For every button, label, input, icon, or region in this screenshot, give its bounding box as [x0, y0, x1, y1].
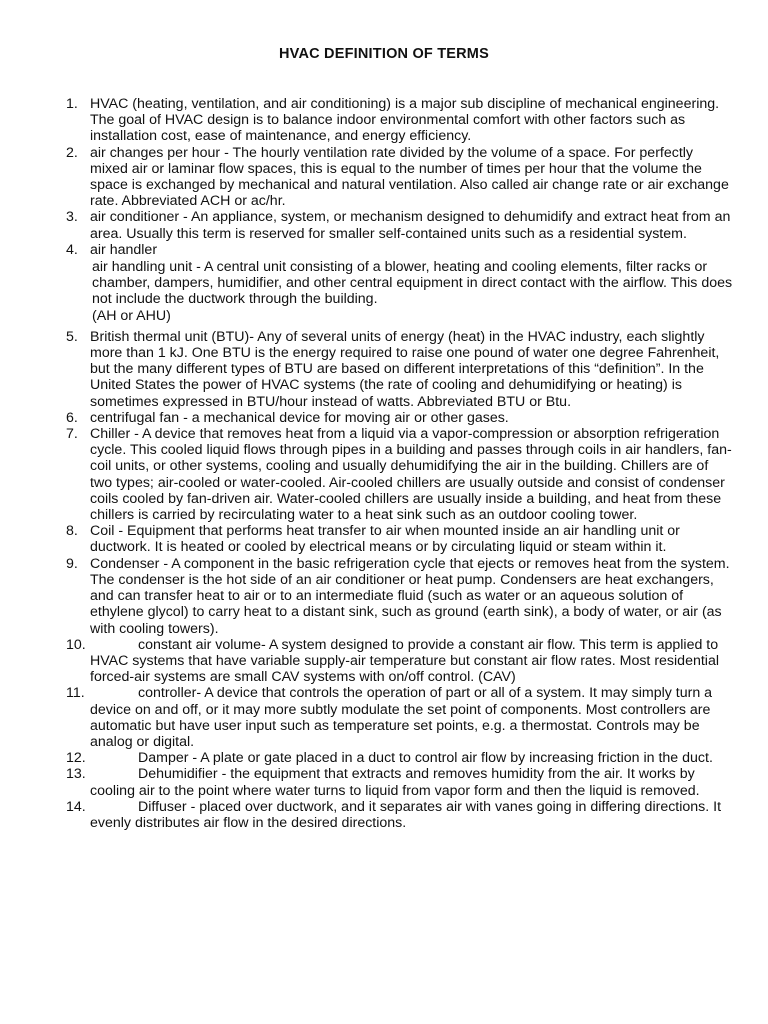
list-item [66, 329, 734, 410]
item-text: Condenser - A component in the basic refrigeration cycle that ejects or removes heat from the system. The condenser is the hot side of an air conditioner or heat pump. Condensers are heat exchangers, and can transfer heat to air or to an intermediate fluid (such as water or an aqueous solution of ethylene glycol) to carry heat to a distant sink, such as ground (earth sink), a body of water, or air (as with cooling towers). [90, 555, 730, 637]
list-item [66, 766, 734, 798]
item-text [90, 685, 734, 750]
list-item [66, 750, 734, 766]
item-text [90, 750, 734, 766]
item-text-content: Damper - A plate or gate placed in a duct to control air flow by increasing friction in the duct. [138, 750, 713, 767]
list-item [66, 96, 734, 145]
list-item [66, 523, 734, 555]
item-text: air conditioner - An appliance, system, or mechanism designed to dehumidify and extract heat from an area. Usually this term is reserved for smaller self-contained units such as a residential system. [90, 209, 731, 242]
item-text-content: controller- A device that controls the operation of part or all of a system. It may simply turn a device on and off, or it may more subtly modulate the set point of components. Most controllers are automatic but have user input such as temperature set points, e.g. a thermostat. Controls may be analog or digital. [90, 685, 713, 750]
page-title: HVAC DEFINITION OF TERMS [279, 46, 489, 62]
item-text [90, 799, 734, 831]
item-number: 3. [66, 209, 78, 226]
item-number: 13. [66, 766, 86, 783]
item-text-content: Diffuser - placed over ductwork, and it separates air with vanes going in differing directions. It evenly distributes air flow in the desired directions. [90, 798, 722, 831]
item-number: 12. [66, 750, 86, 767]
item-text: Coil - Equipment that performs heat transfer to air when mounted inside an air handling unit or ductwork. It is heated or cooled by electrical means or by circulating liquid or steam within it. [90, 523, 680, 556]
item-text [90, 766, 734, 798]
item-text: air handler [90, 241, 158, 258]
item-number: 6. [66, 409, 78, 426]
item-sub-definition: air handling unit - A central unit consisting of a blower, heating and cooling elements, filter racks or chamber, dampers, humidifier, and other central equipment in direct contact with the airflow. This does not include the ductwork through the building. [92, 259, 733, 308]
item-text: Chiller - A device that removes heat from a liquid via a vapor-compression or absorption refrigeration cycle. This cooled liquid flows through pipes in a building and passes through coils in air handlers, fan-coil units, or other systems, cooling and usually dehumidifying the air in the building. Chillers are of two types; air-cooled or water-cooled. Air-cooled chillers are usually outside and consist of condenser coils cooled by fan-driven air. Water-cooled chillers are usually inside a building, and heat from these chillers is carried by recirculating water to a heat sink such as an outdoor cooling tower. [90, 426, 732, 524]
item-number: 1. [66, 96, 78, 112]
item-subtext [90, 259, 734, 324]
list-item [66, 637, 734, 686]
item-text-content: Dehumidifier - the equipment that extracts and removes humidity from the air. It works by cooling air to the point where water turns to liquid from vapor form and then the liquid is removed. [90, 766, 700, 799]
item-number: 7. [66, 426, 78, 443]
list-item [66, 209, 734, 241]
list-item [66, 410, 734, 426]
list-item [66, 556, 734, 637]
item-text: air changes per hour - The hourly ventilation rate divided by the volume of a space. For perfectly mixed air or laminar flow spaces, this is equal to the number of times per hour that the volume the space is exchanged by mechanical and natural ventilation. Also called air change rate or air exchange rate. Abbreviated ACH or ac/hr. [90, 144, 729, 210]
item-number: 8. [66, 523, 78, 540]
item-text: British thermal unit (BTU)- Any of several units of energy (heat) in the HVAC industry, each slightly more than 1 kJ. One BTU is the energy required to raise one pound of water one degree Fahrenheit, but the many different types of BTU are based on different interpretations of this “definition”. In the United States the power of HVAC systems (the rate of cooling and dehumidifying or heating) is sometimes expressed in BTU/hour instead of watts. Abbreviated BTU or Btu. [90, 328, 720, 410]
item-number: 4. [66, 241, 78, 258]
item-number: 10. [66, 636, 86, 653]
list-item [66, 242, 734, 324]
list-item [66, 145, 734, 210]
list-item [66, 799, 734, 831]
item-sub-abbreviation: (AH or AHU) [92, 307, 171, 324]
item-text: HVAC (heating, ventilation, and air conditioning) is a major sub discipline of mechanical engineering. The goal of HVAC design is to balance indoor environmental comfort with other factors such as installation cost, ease of maintenance, and energy efficiency. [90, 96, 720, 145]
item-number: 9. [66, 555, 78, 572]
item-text: centrifugal fan - a mechanical device for moving air or other gases. [90, 409, 509, 426]
list-item [66, 426, 734, 523]
list-item [66, 685, 734, 750]
item-text-content: constant air volume- A system designed to provide a constant air flow. This term is applied to HVAC systems that have variable supply-air temperature but constant air flow rates. Most residential forced-air systems are small CAV systems with on/off control. (CAV) [90, 636, 719, 686]
item-text [90, 637, 734, 686]
item-number: 2. [66, 144, 78, 161]
definitions-list [66, 96, 734, 831]
item-number: 11. [66, 685, 85, 702]
item-number: 5. [66, 328, 78, 345]
item-number: 14. [66, 798, 86, 815]
